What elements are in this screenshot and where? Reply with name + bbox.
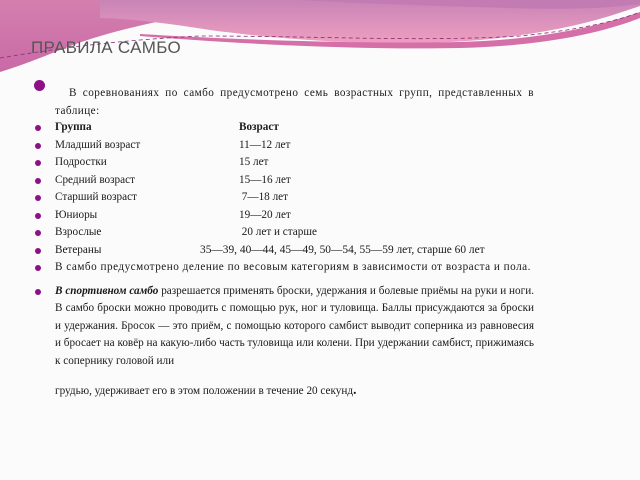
sport-paragraph [34, 283, 534, 401]
bullet-icon [35, 230, 41, 236]
group-age: 11—12 лет [239, 138, 291, 151]
sport-last-punct: . [353, 383, 357, 398]
intro-text: В соревнованиях по самбо предусмотрено семь возрастных групп, представленных в таблице: [55, 87, 534, 117]
group-age: 15—16 лет [239, 173, 291, 186]
bullet-icon [35, 143, 41, 149]
sport-last-line: грудью, удерживает его в этом положении в течение 20 секунд [55, 385, 354, 397]
group-name: Средний возраст [55, 173, 135, 186]
table-row [34, 224, 534, 242]
table-header-row [34, 119, 534, 137]
bullet-icon [35, 125, 41, 131]
intro-paragraph [34, 80, 534, 115]
slide-title: ПРАВИЛА САМБО [31, 38, 182, 57]
sport-text: разрешается применять броски, удержания и болевые приёмы на руки и ноги. В самбо броски можно проводить с помощью рук, ног и туловища. Баллы присуждаются за броски и удержания. Бросок — это приём, с помощью которого самбист выводит соперника из равновесия и бросает на ковёр на какую-либо часть туловища или колени. При удержании самбист, прижимаясь к сопернику головой или [55, 284, 534, 367]
group-name: Взрослые [55, 226, 102, 238]
table-row [34, 189, 534, 207]
column-header-group: Группа [55, 121, 92, 133]
sport-emphasis: В спортивном самбо [55, 284, 159, 297]
column-header-age: Возраст [239, 121, 279, 133]
slide-content [34, 80, 534, 401]
group-age: 20 лет и старше [239, 226, 317, 238]
group-age: 7—18 лет [239, 191, 288, 203]
group-name: Юниоры [55, 208, 98, 221]
group-name: Старший возраст [55, 191, 137, 203]
group-name: Младший возраст [55, 138, 141, 151]
weight-text: В самбо предусмотрено деление по весовым категориям в зависимости от возраста и пола. [55, 261, 531, 273]
bullet-icon [35, 265, 41, 271]
group-name: Подростки [55, 156, 107, 168]
bullet-icon [35, 160, 41, 166]
bullet-icon [35, 195, 41, 201]
group-age: 35—39, 40—44, 45—49, 50—54, 55—59 лет, старше 60 лет [200, 243, 485, 256]
table-row [34, 242, 534, 260]
group-age: 19—20 лет [239, 208, 291, 221]
table-row [34, 207, 534, 225]
table-row [34, 137, 534, 155]
bullet-icon [35, 248, 41, 254]
bullet-icon [35, 289, 41, 295]
table-row [34, 172, 534, 190]
weight-paragraph [34, 259, 534, 277]
bullet-icon [35, 178, 41, 184]
bullet-icon [34, 80, 45, 91]
table-row [34, 154, 534, 172]
bullet-icon [35, 213, 41, 219]
group-name: Ветераны [55, 243, 102, 256]
group-age: 15 лет [239, 156, 269, 168]
